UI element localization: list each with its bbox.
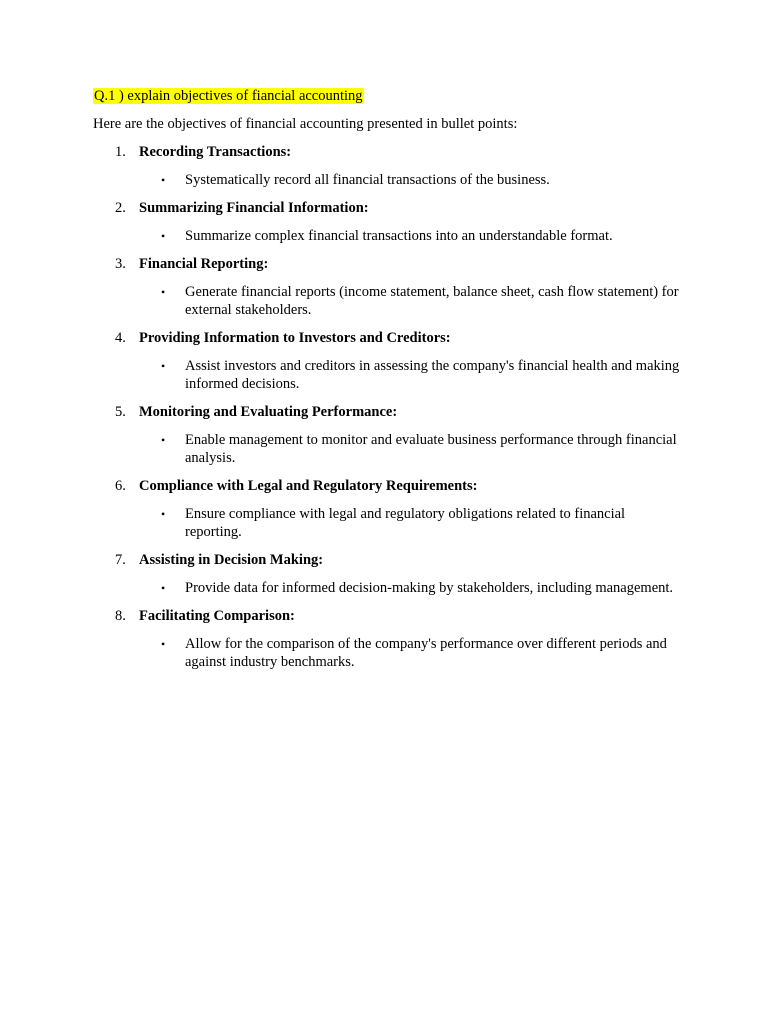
question-heading [93,87,364,105]
objective-title: Assisting in Decision Making: [139,552,324,568]
objective-bullet [0,505,685,541]
objective-bullets [0,283,768,319]
bullet-text: Provide data for informed decision-making by stakeholders, including management. [185,580,674,596]
objective-bullets [0,171,768,189]
bullet-icon: • [161,637,166,651]
objective-number: 5. [115,404,126,420]
objective-title: Recording Transactions: [139,144,292,160]
bullet-text: Allow for the comparison of the company's performance over different periods and against industry benchmarks. [185,636,667,670]
intro-paragraph: Here are the objectives of financial accounting presented in bullet points: [93,116,518,132]
objective-item [0,255,768,319]
objective-title: Monitoring and Evaluating Performance: [139,404,398,420]
bullet-text: Systematically record all financial transactions of the business. [185,172,550,188]
bullet-icon: • [161,359,166,373]
objective-title: Financial Reporting: [139,256,269,272]
objective-title: Summarizing Financial Information: [139,200,369,216]
objective-item [0,551,768,597]
bullet-icon: • [161,285,166,299]
bullet-text: Ensure compliance with legal and regulatory obligations related to financial reporting. [185,506,626,540]
bullet-text: Generate financial reports (income statement, balance sheet, cash flow statement) for external stakeholders. [185,284,679,318]
question-highlight: Q.1 ) explain objectives of fiancial accounting [94,88,363,104]
objective-number: 6. [115,478,126,494]
objective-item [0,329,768,393]
objective-item [0,607,768,671]
objective-number: 2. [115,200,126,216]
bullet-text: Summarize complex financial transactions into an understandable format. [185,228,613,244]
objective-number: 3. [115,256,126,272]
bullet-text: Assist investors and creditors in assessing the company's financial health and making informed decisions. [185,358,680,392]
objective-title: Providing Information to Investors and Creditors: [139,330,451,346]
objective-bullet [0,635,685,671]
objective-item [0,143,768,189]
objective-bullets [0,579,768,597]
objective-title: Facilitating Comparison: [139,608,295,624]
bullet-icon: • [161,173,166,187]
bullet-icon: • [161,581,166,595]
objective-bullet [0,357,685,393]
objective-item [0,199,768,245]
objective-bullets [0,431,768,467]
objective-item [0,403,768,467]
objective-bullets [0,505,768,541]
objective-number: 8. [115,608,126,624]
objective-bullet [0,579,685,597]
objective-number: 7. [115,552,126,568]
objective-item [0,477,768,541]
objective-bullets [0,357,768,393]
bullet-icon: • [161,229,166,243]
objective-bullet [0,431,685,467]
objective-bullet [0,227,685,245]
bullet-text: Enable management to monitor and evaluate business performance through financial analysis. [185,432,677,466]
objectives-list [0,143,768,681]
objective-title: Compliance with Legal and Regulatory Requirements: [139,478,478,494]
objective-bullets [0,227,768,245]
objective-bullet [0,171,685,189]
bullet-icon: • [161,507,166,521]
bullet-icon: • [161,433,166,447]
objective-number: 1. [115,144,126,160]
objective-number: 4. [115,330,126,346]
objective-bullets [0,635,768,671]
objective-bullet [0,283,685,319]
